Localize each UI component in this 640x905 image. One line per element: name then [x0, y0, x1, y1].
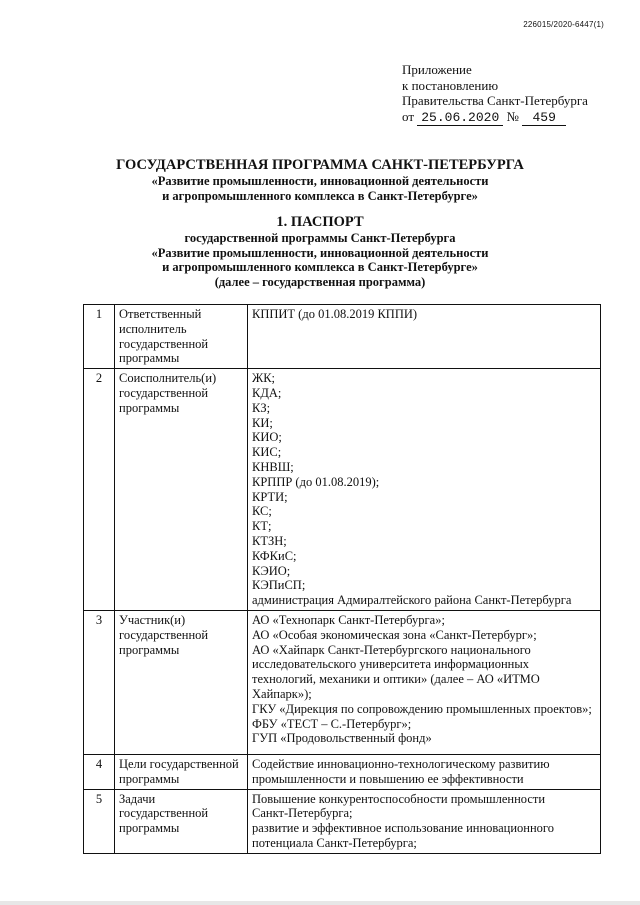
passport-line-1: государственной программы Санкт-Петербурга — [184, 231, 456, 245]
passport-line-2: «Развитие промышленности, инновационной деятельности — [151, 245, 489, 260]
row-field-value — [248, 610, 601, 754]
row-field-name — [115, 369, 248, 611]
appendix-date-line — [402, 109, 588, 127]
field-value-line: КРППР (до 01.08.2019); — [252, 474, 380, 489]
field-value-line: Содействие инновационно-технологическому развитию — [252, 756, 550, 771]
table-row — [84, 789, 601, 853]
field-value-line: КДА; — [252, 385, 282, 400]
field-name-line: Задачи — [119, 791, 156, 806]
field-value-line: АО «Технопарк Санкт-Петербурга»; — [252, 612, 445, 627]
passport-line-3: и агропромышленного комплекса в Санкт-Петербурге» — [162, 260, 478, 274]
field-name-line: государственной — [119, 385, 209, 400]
field-value-line: КИС; — [252, 445, 282, 460]
field-value-line: КФКиС; — [252, 548, 297, 563]
row-field-value — [248, 789, 601, 853]
row-number: 3 — [84, 610, 115, 754]
field-value-line: КЭИО; — [252, 563, 291, 578]
field-value-line: технологий, механики и оптики» (далее – АО «ИТМО — [252, 672, 540, 687]
resolution-date: 25.06.2020 — [417, 110, 503, 127]
field-name-line: Цели государственной — [119, 756, 239, 771]
row-number: 4 — [84, 754, 115, 789]
field-value-line: КИО; — [252, 430, 282, 445]
passport-title: 1. ПАСПОРТ — [276, 214, 364, 230]
field-name-line: Соисполнитель(и) — [119, 371, 217, 386]
number-label: № — [506, 108, 519, 124]
field-value-line: КС; — [252, 504, 272, 519]
field-name-line: государственной — [119, 336, 209, 351]
field-name-line: программы — [119, 642, 180, 657]
field-value-line: КЗ; — [252, 400, 271, 415]
field-value-line: АО «Особая экономическая зона «Санкт-Петербург»; — [252, 627, 537, 642]
row-field-name — [115, 305, 248, 369]
row-field-name — [115, 789, 248, 853]
document-code: 226015/2020-6447(1) — [523, 20, 604, 29]
row-field-name — [115, 610, 248, 754]
row-field-value — [248, 369, 601, 611]
table-row — [84, 305, 601, 369]
field-value-line: ГУП «Продовольственный фонд» — [252, 731, 432, 746]
row-field-value — [248, 754, 601, 789]
resolution-number: 459 — [522, 110, 566, 127]
program-title — [0, 157, 640, 204]
row-number: 2 — [84, 369, 115, 611]
field-value-line: развитие и эффективное использование инновационного — [252, 821, 554, 836]
field-value-line: КНВШ; — [252, 459, 294, 474]
field-name-line: исполнитель — [119, 321, 187, 336]
field-value-line: КИ; — [252, 415, 273, 430]
field-value-line: ЖК; — [252, 371, 276, 386]
scan-bottom-edge — [0, 901, 640, 905]
appendix-line-2: к постановлению — [402, 77, 499, 93]
appendix-line-3: Правительства Санкт-Петербурга — [402, 93, 588, 108]
passport-heading — [0, 214, 640, 289]
field-value-line: исследовательского университета информационных — [252, 657, 529, 672]
field-value-line: администрация Адмиралтейского района Санкт-Петербурга — [252, 593, 572, 608]
field-name-line: программы — [119, 400, 180, 415]
field-name-line: программы — [119, 821, 180, 836]
field-value-line: Хайпарк»); — [252, 686, 312, 701]
field-value-line: КТ; — [252, 519, 272, 534]
field-value-line: КРТИ; — [252, 489, 288, 504]
field-value-line: Повышение конкурентоспособности промышленности — [252, 791, 546, 806]
field-value-line: промышленности и повышению ее эффективности — [252, 771, 524, 786]
passport-table — [83, 304, 601, 854]
table-row — [84, 610, 601, 754]
field-value-line: КЭПиСП; — [252, 578, 306, 593]
appendix-line-1: Приложение — [402, 62, 472, 77]
passport-line-4: (далее – государственная программа) — [214, 274, 426, 289]
table-row — [84, 369, 601, 611]
field-value-line: потенциала Санкт-Петербурга; — [252, 835, 417, 850]
field-value-line: АО «Хайпарк Санкт-Петербургского национального — [252, 642, 531, 657]
field-value-line: ГКУ «Дирекция по сопровождению промышленных проектов»; — [252, 701, 592, 716]
row-number: 1 — [84, 305, 115, 369]
field-value-line: Санкт-Петербурга; — [252, 806, 353, 821]
field-value-line: ФБУ «ТЕСТ – С.-Петербург»; — [252, 716, 412, 731]
field-name-line: государственной — [119, 627, 209, 642]
field-name-line: государственной — [119, 806, 209, 821]
field-name-line: Ответственный — [119, 307, 202, 321]
field-value-line: КППИТ (до 01.08.2019 КППИ) — [252, 307, 418, 321]
from-label: от — [402, 108, 415, 124]
field-name-line: Участник(и) — [119, 612, 186, 627]
field-name-line: программы — [119, 351, 180, 366]
title-main: ГОСУДАРСТВЕННАЯ ПРОГРАММА САНКТ-ПЕТЕРБУРГА — [116, 157, 524, 173]
title-sub-2: и агропромышленного комплекса в Санкт-Петербурге» — [162, 189, 478, 203]
appendix-block — [402, 62, 588, 126]
row-field-value — [248, 305, 601, 369]
field-name-line: программы — [119, 771, 180, 786]
title-sub-1: «Развитие промышленности, инновационной деятельности — [151, 174, 489, 188]
table-row — [84, 754, 601, 789]
field-value-line: КТЗН; — [252, 533, 287, 548]
row-number: 5 — [84, 789, 115, 853]
row-field-name — [115, 754, 248, 789]
